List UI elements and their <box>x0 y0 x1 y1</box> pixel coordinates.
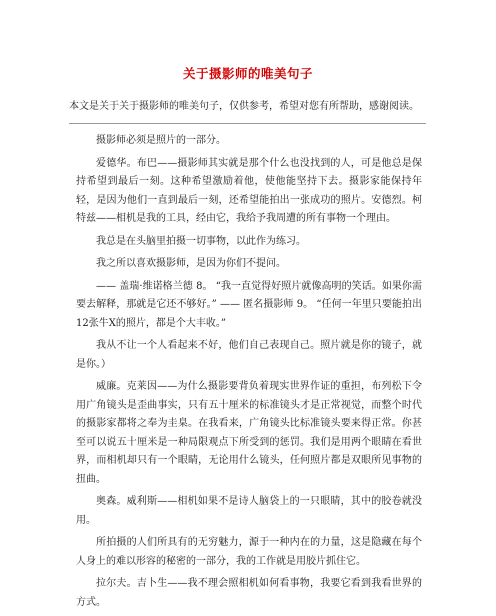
paragraph: 我总是在头脑里拍摄一切事物，以此作为练习。 <box>96 235 306 247</box>
paragraph: 我从不让一个人看起来不好，他们自己表现自己。照片就是你的镜子，就是你。） <box>76 340 422 370</box>
paragraph: 爱德华。布巴——摄影师其实就是那个什么也没找到的人，可是他总是保持希望到最后一刻。这种希望激励着他，使他能坚持下去。摄影家能保持年轻，是因为他们一直到最后一刻，还希望能拍出一张成功的照片。安德烈。柯特兹——相机是我的工具，经由它，我给予我周遭的所有事物一个理由。 <box>76 157 422 224</box>
document-intro: 本文是关于关于摄影师的唯美句子，仅供参考，希望对您有所帮助，感谢阅读。 <box>69 101 419 112</box>
paragraph: 威廉。克莱因——为什么摄影要背负着现实世界作证的重担，布列松下令用广角镜头是歪曲事实，只有五十厘米的标准镜头才是正常视觉，而整个时代的摄影家都将之奉为圭臬。在我看来，广角镜头比标准镜头要来得正常。你甚至可以说五十厘米是一种局限观点下所受到的惩罚。我们是用两个眼睛在看世界，而相机却只有一个眼睛，无论用什么镜头，任何照片都是双眼所见事物的扭曲。 <box>76 381 422 485</box>
paragraph: 奥森。威利斯——相机如果不是诗人脑袋上的一只眼睛，其中的胶卷就没用。 <box>76 496 422 526</box>
paragraph: —— 盖瑞·维诺格兰德 8。 “我一直觉得好照片就像高明的笑话。如果你需要去解释，那就是它还不够好。” —— 匿名摄影师 9。 “任何一年里只要能拍出12张牛X的照片，都是个大丰收。” <box>76 280 422 329</box>
intro-divider <box>69 123 426 124</box>
document-body <box>76 132 422 616</box>
paragraph: 所拍摄的人们所具有的无穷魅力，源于一种内在的力量，这是隐藏在每个人身上的难以形容的秘密的一部分，我的工作就是用胶片抓住它。 <box>76 537 422 567</box>
paragraph: 我之所以喜欢摄影师，是因为你们不提问。 <box>96 258 286 269</box>
document-title: 关于摄影师的唯美句子 <box>182 66 313 81</box>
paragraph: 拉尔夫。吉卜生——我不理会照相机如何看事物，我要它看到我看世界的方式。 <box>76 578 422 608</box>
paragraph: 摄影师必须是照片的一部分。 <box>96 135 226 146</box>
